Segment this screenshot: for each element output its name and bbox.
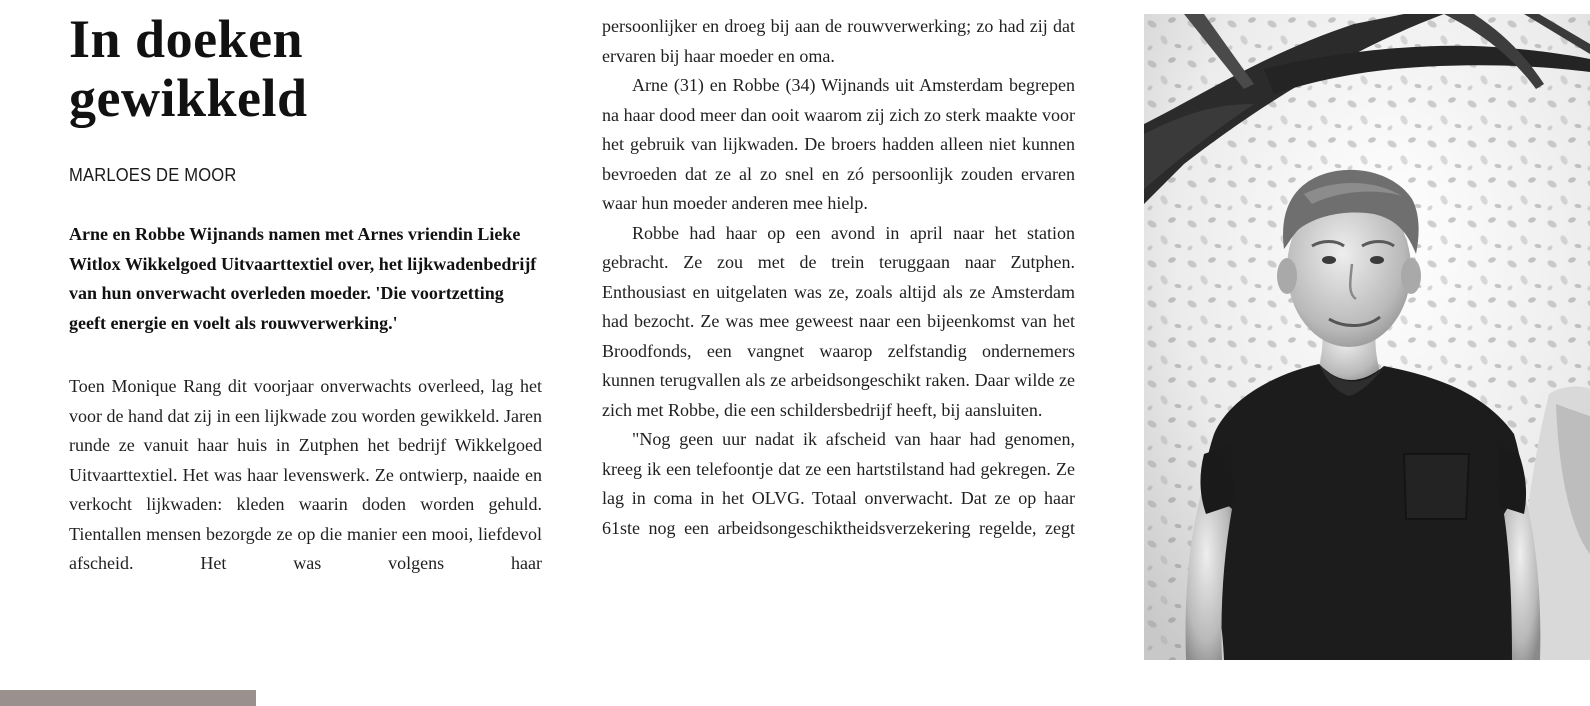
paragraph: "Nog geen uur nadat ik afscheid van haar had genomen, kreeg ik een telefoontje dat ze een hartstilstand had gekregen. Ze lag in coma in het OLVG. Totaal onverwacht. Dat ze op haar 61ste nog een arbeidsongeschiktheidsverzekering regelde, zegt xyxy=(602,429,1075,538)
bottom-progress-bar xyxy=(0,690,256,706)
title-line-2: gewikkeld xyxy=(69,68,308,128)
article-column-middle xyxy=(602,0,1075,543)
body-text-column-2 xyxy=(602,12,1075,543)
body-text-column-1 xyxy=(69,372,542,579)
title-line-1: In doeken xyxy=(69,9,304,69)
paragraph: Robbe had haar op een avond in april naar het station gebracht. Ze zou met de trein teruggaan naar Zutphen. Enthousiast en uitgelaten was ze, zoals altijd als ze Amsterdam had bezocht. Ze was mee geweest naar een bijeenkomst van het Broodfonds, een vangnet waarop zelfstandig ondernemers kunnen terugvallen als ze arbeidsongeschikt raken. Daar wilde ze zich met Robbe, die een schildersbedrijf heeft, bij aansluiten. xyxy=(602,222,1075,420)
portrait-photo xyxy=(1144,14,1590,660)
article-title xyxy=(69,10,542,128)
portrait-photo-icon xyxy=(1144,14,1590,660)
paragraph: persoonlijker en droeg bij aan de rouwverwerking; zo had zij dat ervaren bij haar moeder en oma. xyxy=(602,16,1075,66)
paragraph: Toen Monique Rang dit voorjaar onverwachts overleed, lag het voor de hand dat zij in een lijkwade zou worden gewikkeld. Jaren runde ze vanuit haar huis in Zutphen het bedrijf Wikkelgoed Uitvaarttextiel. Het was haar levenswerk. Ze ontwierp, naaide en verkocht lijkwaden: kleden waarin doden worden gehuld. Tientallen mensen bezorgde ze op die manier een mooi, liefdevol afscheid. Het was volgens haar xyxy=(69,376,542,573)
paragraph: Arne (31) en Robbe (34) Wijnands uit Amsterdam begrepen na haar dood meer dan ooit waarom zij zich zo sterk maakte voor het gebruik van lijkwaden. De broers hadden alleen niet kunnen bevroeden dat ze al zo snel en zó persoonlijk zouden ervaren waar hun moeder anderen mee hielp. xyxy=(602,75,1075,213)
article-lead: Arne en Robbe Wijnands namen met Arnes vriendin Lieke Witlox Wikkelgoed Uitvaarttextiel over, het lijkwadenbedrijf van hun onverwacht overleden moeder. 'Die voortzetting geeft energie en voelt als rouwverwerking.' xyxy=(69,224,537,333)
author-byline: MARLOES DE MOOR xyxy=(69,165,237,185)
article-column-left xyxy=(69,0,542,579)
